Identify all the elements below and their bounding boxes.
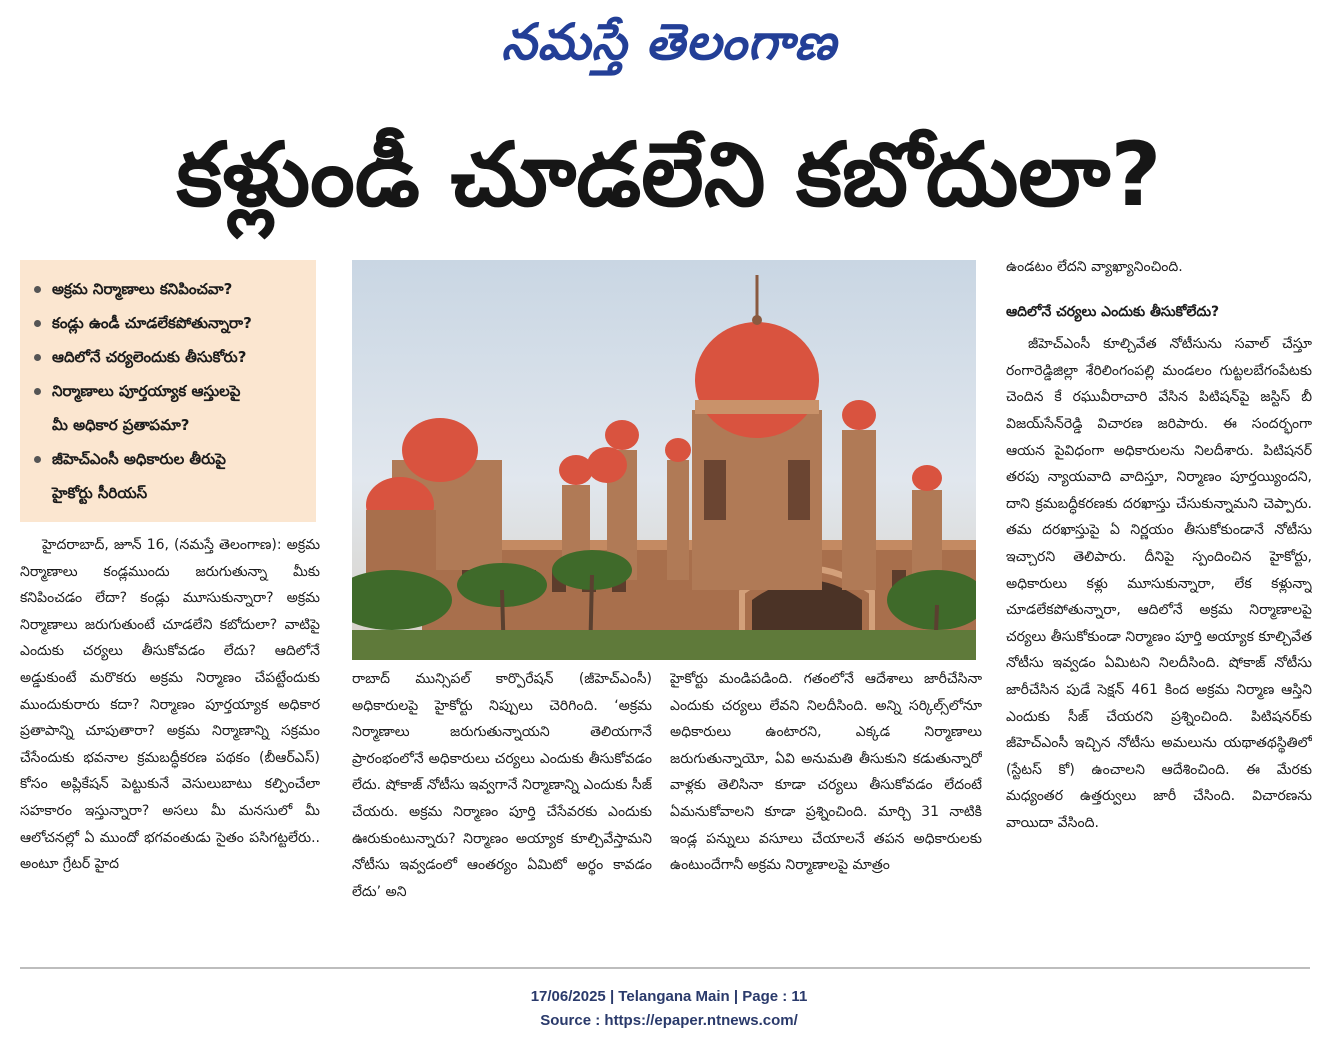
edition-info: 17/06/2025 | Telangana Main | Page : 11 bbox=[530, 988, 808, 1005]
column-4-intro: ఉండటం లేదని వ్యాఖ్యానించింది. bbox=[1006, 259, 1183, 275]
column-2-text: రాబాద్ మున్సిపల్ కార్పొరేషన్ (జీహెచ్ఎంసీ) అధికారులపై హైకోర్టు నిప్పులు చెరిగింది. ‘అక్రమ నిర్మాణాలు జరుగుతున్నాయని తెలియగానే ప్రారంభంలోనే అధికారులు చర్యలు ఎందుకు తీసుకోవడం లేదు. షోకాజ్ నోటీసు ఇవ్వగానే నిర్మాణాన్ని ఎందుకు సీజ్ చేయరు. అక్రమ నిర్మాణం పూర్తి చేసేవరకు ఎందుకు ఊరుకుంటున్నారు? నిర్మాణం అయ్యాక కూల్చివేస్తామని నోటీసు ఇవ్వడంలో ఆంతర్యం ఏమిటో అర్థం కావడం లేదు’ అని bbox=[352, 671, 652, 900]
article-column-2 bbox=[352, 666, 652, 956]
article-column-1 bbox=[20, 532, 320, 956]
highlights-list bbox=[32, 272, 306, 510]
article-headline: కళ్లుండీ చూడలేని కబోదులా? bbox=[176, 123, 1162, 226]
column-4-text: జీహెచ్ఎంసీ కూల్చివేత నోటీసును సవాల్ చేస్తూ రంగారెడ్డిజిల్లా శేరిలింగంపల్లి మండలం గుట్టలబేగంపేటకు చెందిన కే రఘువీరాచారి వేసిన పిటిషన్‌పై జస్టిస్ బీ విజయ్‌సేన్‌రెడ్డి విచారణ జరిపారు. ఈ సందర్భంగా ఆయన పైవిధంగా అధికారులను నిలదీశారు. పిటిషనర్ తరపు న్యాయవాది వాదిస్తూ, నిర్మాణం పూర్తయ్యిందని, దాని క్రమబద్ధీకరణకు దరఖాస్తు చేసుకున్నామని చెప్పారు. తమ దరఖాస్తుపై ఏ నిర్ణయం తీసుకోకుండానే నోటీసు ఇచ్చారని తెలిపారు. దీనిపై స్పందించిన హైకోర్టు, అధికారులు కళ్లు మూసుకున్నారా, లేక కళ్లున్నా చూడలేకపోతున్నారా, ఆదిలోనే అక్రమ నిర్మాణాలపై చర్యలు తీసుకోకుండా నిర్మాణం పూర్తి అయ్యాక కూల్చివేత నోటీసు ఇవ్వడం ఏమిటని నిలదీసింది. షోకాజ్ నోటీసు జారీచేసిన పుడే సెక్షన్ 461 కింద అక్రమ నిర్మాణ ఆస్తిని ఎందుకు సీజ్ చేయరని ప్రశ్నించింది. పిటిషనర్‌కు జీహెచ్ఎంసీ ఇచ్చిన నోటీసు అమలును యథాతథస్థితిలో (స్టేటస్ కో) ఉంచాలని ఆదేశించింది. ఈ మేరకు మధ్యంతర ఉత్తర్వులు జారీ చేసింది. విచారణను వాయిదా వేసింది. bbox=[1006, 336, 1312, 831]
column-1-text: హైదరాబాద్, జూన్ 16, (నమస్తే తెలంగాణ): అక్రమ నిర్మాణాలు కండ్లముందు జరుగుతున్నా మీకు కనిపించడం లేదా? కండ్లు మూసుకున్నారా? అక్రమ నిర్మాణాలు జరుగుతుంటే చూడలేని కబోదులా? వాటిపై ఎందుకు చర్యలు తీసుకోవడం లేదు? ఆదిలోనే అడ్డుకుంటే మరొకరు అక్రమ నిర్మాణం చేపట్టేందుకు ముందుకురారు కదా? నిర్మాణం పూర్తయ్యాక అధికార ప్రతాపాన్ని చూపుతారా? అక్రమ నిర్మాణాన్ని సక్రమం చేసేందుకు భవనాల క్రమబద్ధీకరణ పథకం (బీఆర్ఎస్) కోసం అప్లికేషన్ పెట్టుకునే వెసులుబాటు కల్పించేలా సహకారం ఇస్తున్నారా? అసలు మీ మనసులో మీ ఆలోచనల్లో ఏ ముందో భగవంతుడు సైతం పసిగట్టలేరు.. అంటూ గ్రేటర్ హైద bbox=[20, 537, 320, 873]
column-3-text: హైకోర్టు మండిపడింది. గతంలోనే ఆదేశాలు జారీచేసినా ఎందుకు చర్యలు లేవని నిలదీసింది. అన్ని సర్కిల్స్‌లోనూ అధికారులు ఉంటారని, ఎక్కడ నిర్మాణాలు జరుగుతున్నాయో, ఏవి అనుమతి తీసుకుని కడుతున్నారో వాళ్లకు తెలిసినా కూడా చర్యలు తీసుకోవడం లేదంటే ఏమనుకోవాలని కూడా ప్రశ్నించింది. మార్చి 31 నాటికి ఇండ్ల పన్నులు వసూలు చేయాలనే తపన అధికారులకు ఉంటుందేగానీ అక్రమ నిర్మాణాలపై మాత్రం bbox=[670, 671, 982, 874]
high-court-photo bbox=[352, 260, 976, 660]
article-column-3 bbox=[670, 666, 982, 956]
highlight-item: కండ్లు ఉండీ చూడలేకపోతున్నారా? bbox=[32, 306, 306, 340]
newspaper-masthead: నమస్తే తెలంగాణ bbox=[501, 13, 837, 71]
source-link[interactable]: Source : https://epaper.ntnews.com/ bbox=[540, 1012, 798, 1029]
highlight-item: నిర్మాణాలు పూర్తయ్యాక ఆస్తులపై మీ అధికార ప్రతాపమా? bbox=[32, 374, 306, 442]
highlight-item: ఆదిలోనే చర్యలెందుకు తీసుకోరు? bbox=[32, 340, 306, 374]
highlight-item: జీహెచ్ఎంసీ అధికారుల తీరుపై హైకోర్టు సీరియస్ bbox=[32, 442, 306, 510]
footer-divider bbox=[20, 967, 1310, 969]
column-4-subheading: ఆదిలోనే చర్యలు ఎందుకు తీసుకోలేదు? bbox=[1006, 303, 1220, 320]
highlights-box bbox=[20, 260, 316, 522]
article-column-4 bbox=[1006, 254, 1312, 956]
high-court-building-illustration bbox=[352, 260, 976, 660]
highlight-item: అక్రమ నిర్మాణాలు కనిపించవా? bbox=[32, 272, 306, 306]
